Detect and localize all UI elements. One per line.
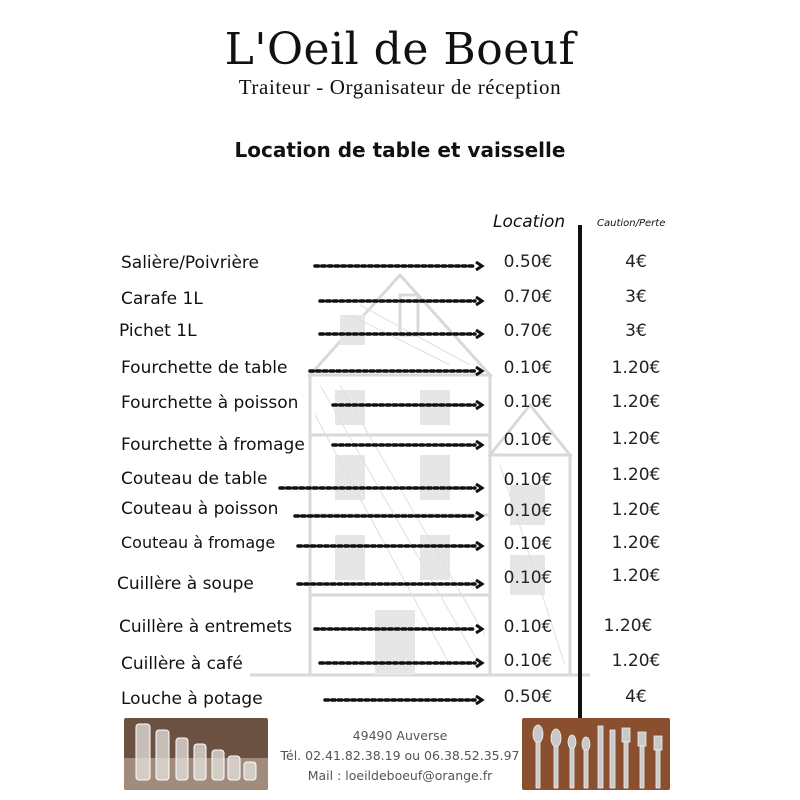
location-price: 0.70€ xyxy=(503,287,553,307)
dotted-arrow-icon xyxy=(308,366,485,376)
dotted-arrow-icon xyxy=(323,695,485,705)
caution-price: 1.20€ xyxy=(603,616,653,636)
item-name: Fourchette de table xyxy=(121,358,288,378)
list-item xyxy=(0,566,800,605)
item-name: Fourchette à fromage xyxy=(121,435,305,455)
location-price: 0.10€ xyxy=(503,651,553,671)
caution-price: 1.20€ xyxy=(611,429,661,449)
item-name: Carafe 1L xyxy=(121,289,203,309)
caution-price: 3€ xyxy=(625,287,647,307)
item-name: Couteau de table xyxy=(121,469,268,489)
caution-price: 4€ xyxy=(625,252,647,272)
item-name: Cuillère à entremets xyxy=(119,617,293,637)
email-text: Mail : loeildeboeuf@orange.fr xyxy=(307,768,493,783)
caution-price: 1.20€ xyxy=(611,358,661,378)
location-price: 0.50€ xyxy=(503,252,553,272)
dotted-arrow-icon xyxy=(278,483,485,493)
list-item xyxy=(0,615,800,649)
location-price: 0.10€ xyxy=(503,470,553,490)
location-price: 0.10€ xyxy=(503,617,553,637)
list-item xyxy=(0,389,800,423)
item-name: Cuillère à soupe xyxy=(117,574,254,594)
item-name: Pichet 1L xyxy=(119,321,197,341)
brand-title: L'Oeil de Boeuf xyxy=(224,24,576,75)
caution-price: 1.20€ xyxy=(611,651,661,671)
caution-price: 1.20€ xyxy=(611,533,661,553)
dotted-arrow-icon xyxy=(331,400,485,410)
column-header-caution: Caution/Perte xyxy=(597,218,666,229)
dotted-arrow-icon xyxy=(293,511,485,521)
dotted-arrow-icon xyxy=(318,329,485,339)
caution-price: 1.20€ xyxy=(611,566,661,586)
dotted-arrow-icon xyxy=(313,624,485,634)
location-price: 0.10€ xyxy=(503,534,553,554)
phone-text: Tél. 02.41.82.38.19 ou 06.38.52.35.97 xyxy=(280,748,520,763)
dotted-arrow-icon xyxy=(318,658,485,668)
list-item xyxy=(0,499,800,533)
dotted-arrow-icon xyxy=(296,579,485,589)
location-price: 0.70€ xyxy=(503,321,553,341)
location-price: 0.10€ xyxy=(503,430,553,450)
item-name: Louche à potage xyxy=(121,689,263,709)
caution-price: 4€ xyxy=(625,687,647,707)
caution-price: 1.20€ xyxy=(611,465,661,485)
dotted-arrow-icon xyxy=(313,261,485,271)
brand-subtitle: Traiteur - Organisateur de réception xyxy=(238,75,562,99)
location-price: 0.10€ xyxy=(503,501,553,521)
location-price: 0.50€ xyxy=(503,687,553,707)
list-item xyxy=(0,250,800,284)
caution-price: 1.20€ xyxy=(611,500,661,520)
item-name: Couteau à poisson xyxy=(121,499,279,519)
item-name: Cuillère à café xyxy=(121,654,243,674)
item-name: Salière/Poivrière xyxy=(121,253,259,273)
item-name: Couteau à fromage xyxy=(121,533,276,552)
caution-price: 1.20€ xyxy=(611,392,661,412)
address-text: 49490 Auverse xyxy=(352,728,448,743)
list-item xyxy=(0,532,800,566)
dotted-arrow-icon xyxy=(296,541,485,551)
list-item xyxy=(0,285,800,319)
list-item xyxy=(0,355,800,389)
location-price: 0.10€ xyxy=(503,568,553,588)
list-item xyxy=(0,650,800,684)
caution-price: 3€ xyxy=(625,321,647,341)
location-price: 0.10€ xyxy=(503,392,553,412)
list-item xyxy=(0,318,800,352)
dotted-arrow-icon xyxy=(318,296,485,306)
dotted-arrow-icon xyxy=(331,440,485,450)
item-name: Fourchette à poisson xyxy=(121,393,299,413)
list-item xyxy=(0,466,800,500)
page-heading: Location de table et vaisselle xyxy=(234,138,566,162)
list-item xyxy=(0,429,800,463)
location-price: 0.10€ xyxy=(503,358,553,378)
column-header-location: Location xyxy=(493,212,566,232)
contact-block xyxy=(0,726,800,786)
list-item xyxy=(0,686,800,720)
